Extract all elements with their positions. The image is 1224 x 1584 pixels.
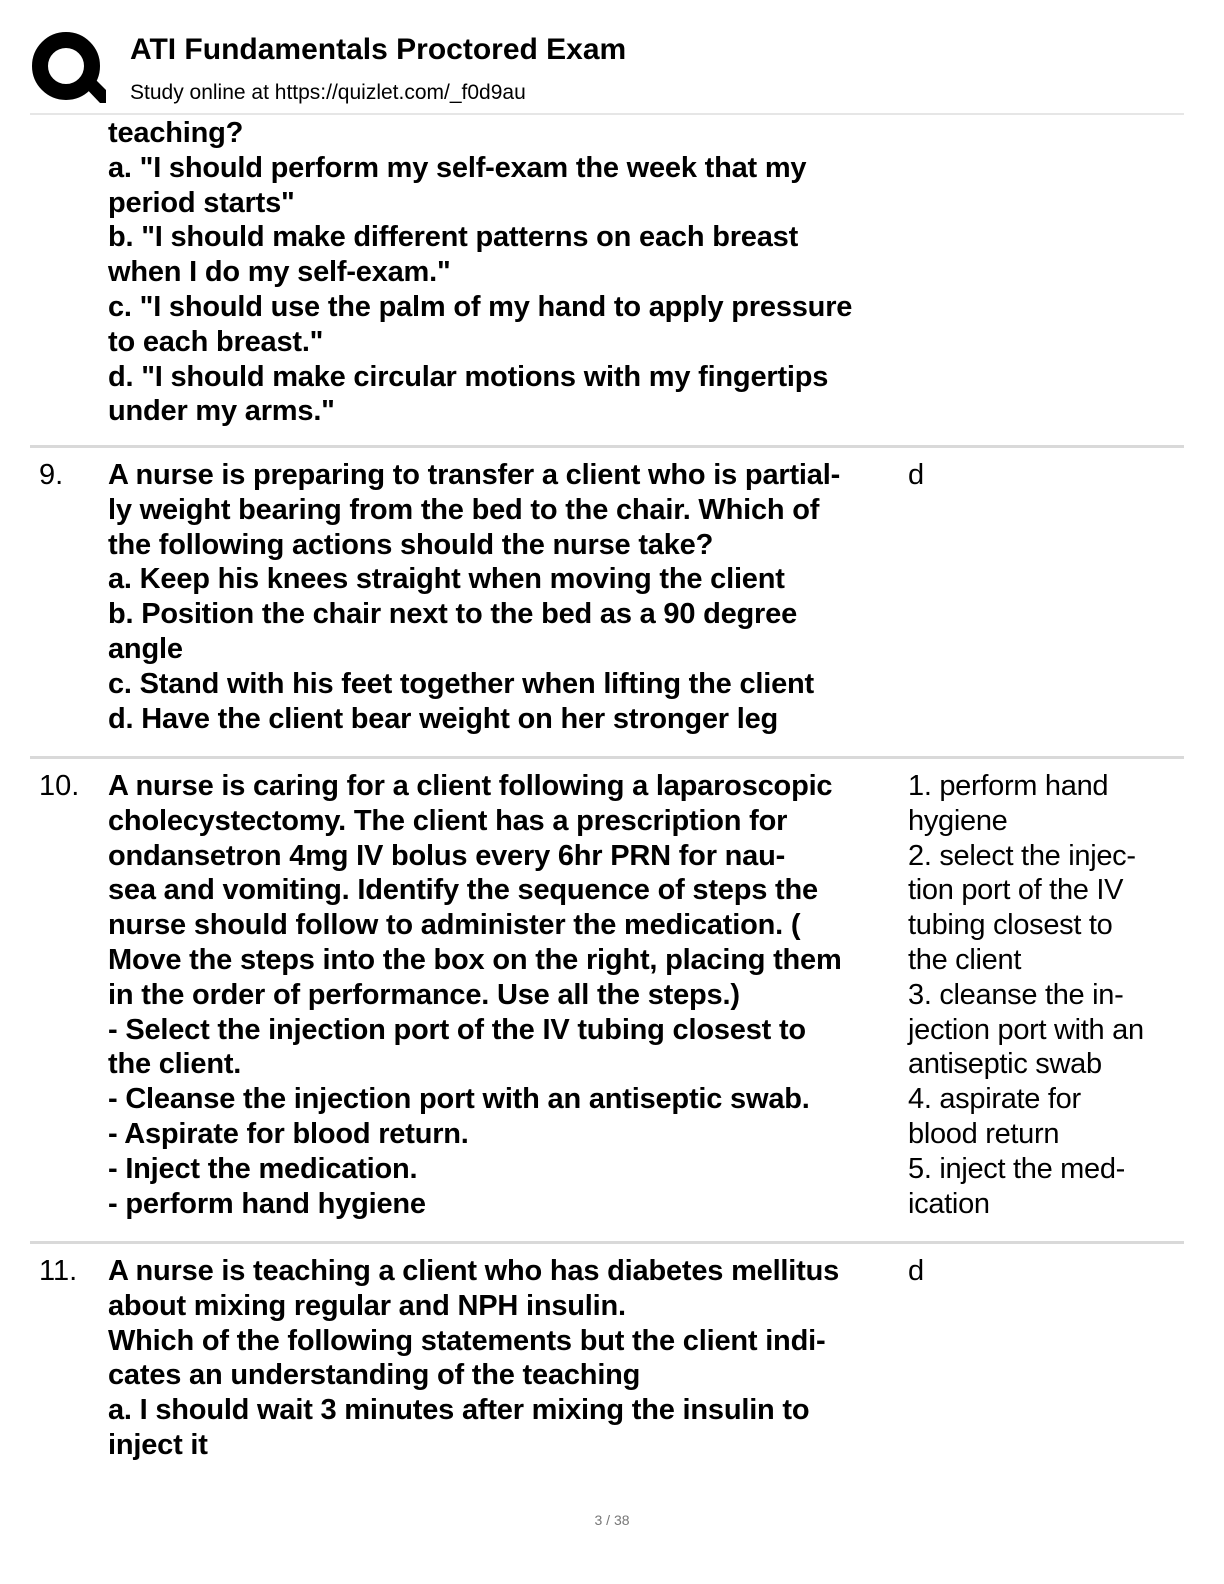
question-line: c. "I should use the palm of my hand to apply pressure — [108, 290, 853, 323]
question-line: A nurse is preparing to transfer a client who is partial- — [108, 459, 841, 491]
answer-line: the client — [908, 943, 1022, 976]
page-indicator: 3 / 38 — [594, 1512, 630, 1528]
question-number: 9. — [39, 459, 64, 491]
answer-line: blood return — [908, 1117, 1060, 1150]
answer-line: tion port of the IV — [908, 874, 1124, 907]
flashcard-row — [30, 448, 1184, 759]
flashcard-row — [30, 1244, 1184, 1463]
question-line: a. Keep his knees straight when moving the client — [108, 563, 785, 596]
answer-line: tubing closest to — [908, 909, 1113, 942]
answer-line: d — [908, 1255, 924, 1287]
answer-line: 5. inject the med- — [908, 1152, 1126, 1185]
question-text — [108, 116, 908, 429]
question-line: b. Position the chair next to the bed as a 90 degree — [108, 598, 797, 631]
answer-line: d — [908, 459, 924, 491]
question-line: to each breast." — [108, 325, 324, 358]
question-line: ondansetron 4mg IV bolus every 6hr PRN for nau- — [108, 839, 786, 872]
question-line: d. "I should make circular motions with my fingertips — [108, 360, 829, 393]
question-line: teaching? — [108, 117, 244, 149]
question-line: Move the steps into the box on the right, placing them — [108, 943, 842, 976]
question-line: A nurse is caring for a client following a laparoscopic — [108, 770, 833, 802]
question-line: c. Stand with his feet together when lifting the client — [108, 667, 814, 700]
question-line: - Select the injection port of the IV tubing closest to — [108, 1013, 806, 1046]
question-line: ly weight bearing from the bed to the chair. Which of — [108, 493, 820, 526]
question-line: when I do my self-exam." — [108, 256, 451, 289]
question-line: angle — [108, 632, 183, 665]
question-number: 10. — [39, 770, 80, 802]
question-line: cates an understanding of the teaching — [108, 1359, 641, 1392]
answer-text — [908, 1254, 1184, 1289]
answer-line: jection port with an — [908, 1013, 1144, 1046]
study-online-link[interactable]: Study online at https://quizlet.com/_f0d9au — [130, 81, 526, 104]
answer-line: 2. select the injec- — [908, 839, 1136, 872]
question-line: sea and vomiting. Identify the sequence of steps the — [108, 874, 818, 907]
quizlet-q-logo-icon — [30, 30, 106, 106]
question-line: inject it — [108, 1428, 208, 1461]
answer-line: antiseptic swab — [908, 1048, 1102, 1081]
flashcard-list — [30, 115, 1184, 1463]
question-line: the client. — [108, 1048, 242, 1081]
question-line: about mixing regular and NPH insulin. — [108, 1289, 626, 1322]
question-number: 11. — [39, 1255, 78, 1287]
question-line: - Aspirate for blood return. — [108, 1117, 469, 1150]
answer-text — [908, 769, 1184, 1221]
answer-line: hygiene — [908, 804, 1008, 837]
document-title: ATI Fundamentals Proctored Exam — [130, 33, 627, 66]
question-line: d. Have the client bear weight on her stronger leg — [108, 702, 779, 735]
question-line: in the order of performance. Use all the steps.) — [108, 978, 740, 1011]
answer-text — [908, 458, 1184, 493]
answer-line: 1. perform hand — [908, 770, 1109, 802]
question-line: a. "I should perform my self-exam the week that my — [108, 151, 807, 184]
answer-line: 3. cleanse the in- — [908, 978, 1124, 1011]
flashcard-row — [30, 759, 1184, 1244]
question-line: b. "I should make different patterns on each breast — [108, 221, 799, 254]
question-line: the following actions should the nurse take? — [108, 528, 714, 561]
question-line: - Cleanse the injection port with an antiseptic swab. — [108, 1083, 810, 1116]
answer-line: 4. aspirate for — [908, 1083, 1081, 1116]
question-text — [108, 1254, 908, 1463]
page-header — [0, 0, 1224, 114]
question-line: A nurse is teaching a client who has diabetes mellitus — [108, 1255, 840, 1287]
question-line: Which of the following statements but the client indi- — [108, 1324, 826, 1357]
answer-line: ication — [908, 1187, 990, 1220]
question-line: cholecystectomy. The client has a prescription for — [108, 804, 788, 837]
flashcard-row — [30, 115, 1184, 448]
question-line: a. I should wait 3 minutes after mixing the insulin to — [108, 1394, 810, 1427]
question-line: - Inject the medication. — [108, 1152, 418, 1185]
question-line: period starts" — [108, 186, 295, 219]
question-line: under my arms." — [108, 395, 335, 428]
question-line: nurse should follow to administer the medication. ( — [108, 909, 801, 942]
question-line: - perform hand hygiene — [108, 1187, 426, 1220]
question-text — [108, 458, 908, 736]
question-text — [108, 769, 908, 1221]
